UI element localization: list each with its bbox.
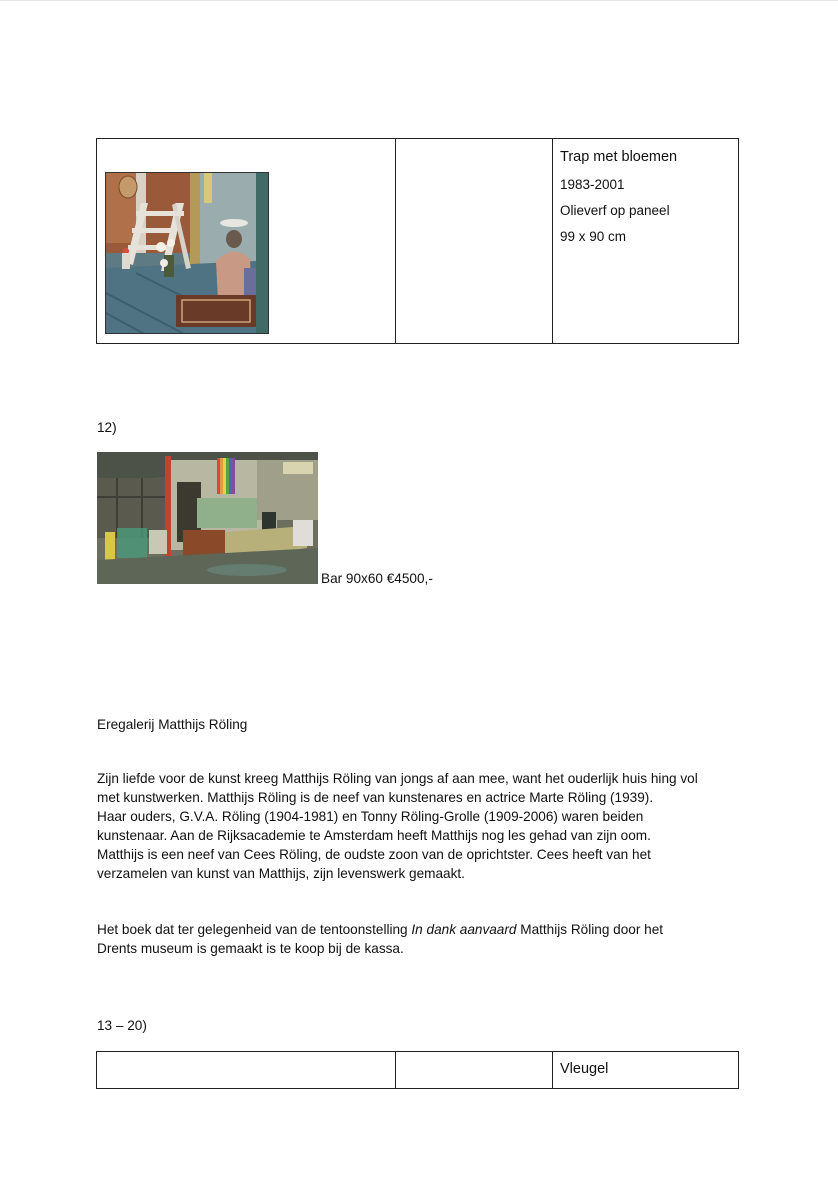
paragraph-1-line-2: met kunstwerken. Matthijs Röling is de neef van kunstenares en actrice Marte Röling (1939). bbox=[97, 790, 654, 805]
artwork-table-trap-met-bloemen bbox=[96, 138, 739, 344]
painting-trap-met-bloemen-image bbox=[105, 172, 269, 334]
artwork-number-13-20: 13 – 20) bbox=[97, 1018, 147, 1033]
painting-trap-met-bloemen-graphic bbox=[106, 173, 269, 334]
description-cell bbox=[553, 139, 738, 343]
image-cell bbox=[97, 1052, 396, 1088]
paragraph-1-line-5: Matthijs is een neef van Cees Röling, de oudste zoon van de oprichtster. Cees heeft van het bbox=[97, 847, 651, 862]
paragraph-1-line-1: Zijn liefde voor de kunst kreeg Matthijs Röling van jongs af aan mee, want het ouderlijk huis hing vol bbox=[97, 771, 698, 786]
exhibition-title-italic: In dank aanvaard bbox=[411, 922, 517, 937]
paragraph-1-line-4: kunstenaar. Aan de Rijksacademie te Amsterdam heeft Matthijs nog les gehad van zijn oom. bbox=[97, 828, 651, 843]
artwork-title: Trap met bloemen bbox=[560, 149, 678, 165]
artwork-dimensions: 99 x 90 cm bbox=[560, 229, 627, 244]
empty-cell bbox=[396, 139, 553, 343]
paragraph-1-line-6: verzamelen van kunst van Matthijs, zijn levenswerk gemaakt. bbox=[97, 866, 465, 881]
paragraph-2-text-a: Het boek dat ter gelegenheid van de tentoonstelling bbox=[97, 922, 412, 937]
painting-bar-graphic bbox=[97, 452, 318, 584]
paragraph-2-line-2: Drents museum is gemaakt is te koop bij de kassa. bbox=[97, 941, 404, 956]
section-heading: Eregalerij Matthijs Röling bbox=[97, 717, 248, 732]
artwork-12-caption: Bar 90x60 €4500,- bbox=[321, 571, 433, 586]
paragraph-2-text-b: Matthijs Röling door het bbox=[516, 922, 664, 937]
paragraph-2-line-1 bbox=[97, 920, 663, 939]
artwork-year: 1983-2001 bbox=[560, 177, 625, 192]
empty-cell bbox=[396, 1052, 553, 1088]
artwork-number-12: 12) bbox=[97, 420, 117, 435]
artwork-title: Vleugel bbox=[560, 1061, 609, 1077]
image-cell bbox=[97, 139, 396, 343]
painting-bar-image bbox=[97, 452, 318, 584]
artwork-technique: Olieverf op paneel bbox=[560, 203, 670, 218]
paragraph-1-line-3: Haar ouders, G.V.A. Röling (1904-1981) en Tonny Röling-Grolle (1909-2006) waren beiden bbox=[97, 809, 644, 824]
page-top-edge bbox=[0, 0, 838, 1]
artwork-table-vleugel bbox=[96, 1051, 739, 1089]
description-cell bbox=[553, 1052, 738, 1088]
